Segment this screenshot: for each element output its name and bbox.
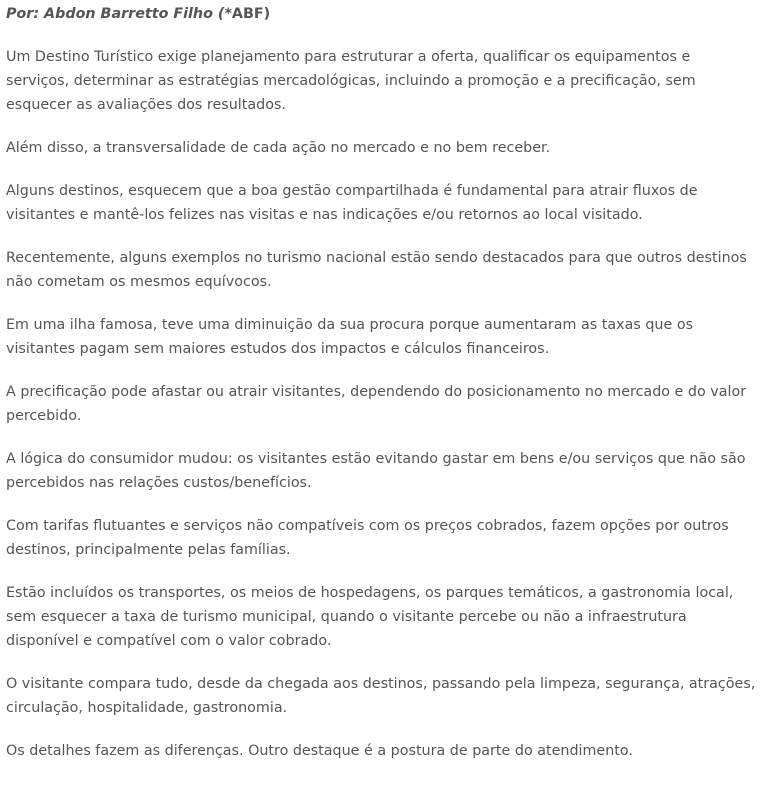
article-body <box>6 2 756 782</box>
byline-tag: *ABF) <box>224 6 271 22</box>
paragraph-4: Recentemente, alguns exemplos no turismo nacional estão sendo destacados para que outros destinos não cometam os mesmos equívocos. <box>6 250 747 290</box>
paragraph-6: A precificação pode afastar ou atrair visitantes, dependendo do posicionamento no mercado e do valor percebido. <box>6 384 747 424</box>
paragraph-10: O visitante compara tudo, desde da chegada aos destinos, passando pela limpeza, segurança, atrações, circulação, hospitalidade, gastronomia. <box>6 676 756 716</box>
paragraph-5: Em uma ilha famosa, teve uma diminuição da sua procura porque aumentaram as taxas que os visitantes pagam sem maiores estudos dos impactos e cálculos financeiros. <box>6 317 694 357</box>
paragraph-9: Estão incluídos os transportes, os meios de hospedagens, os parques temáticos, a gastronomia local, sem esquecer a taxa de turismo municipal, quando o visitante percebe ou não a infraestrutura disponível e compatível com o valor cobrado. <box>6 585 734 649</box>
paragraph-8: Com tarifas flutuantes e serviços não compatíveis com os preços cobrados, fazem opções por outros destinos, principalmente pelas famílias. <box>6 518 729 558</box>
byline-author: Por: Abdon Barretto Filho ( <box>6 6 225 22</box>
byline <box>6 2 756 26</box>
paragraph-2: Além disso, a transversalidade de cada ação no mercado e no bem receber. <box>6 140 551 156</box>
paragraph-3: Alguns destinos, esquecem que a boa gestão compartilhada é fundamental para atrair fluxos de visitantes e mantê-los felizes nas visitas e nas indicações e/ou retornos ao local visitado. <box>6 183 698 223</box>
paragraph-7: A lógica do consumidor mudou: os visitantes estão evitando gastar em bens e/ou serviços que não são percebidos nas relações custos/benefícios. <box>6 451 746 491</box>
paragraph-1: Um Destino Turístico exige planejamento para estruturar a oferta, qualificar os equipamentos e serviços, determinar as estratégias mercadológicas, incluindo a promoção e a precificação, sem esquecer as avaliações dos resultados. <box>6 49 696 113</box>
paragraph-11: Os detalhes fazem as diferenças. Outro destaque é a postura de parte do atendimento. <box>6 743 633 759</box>
